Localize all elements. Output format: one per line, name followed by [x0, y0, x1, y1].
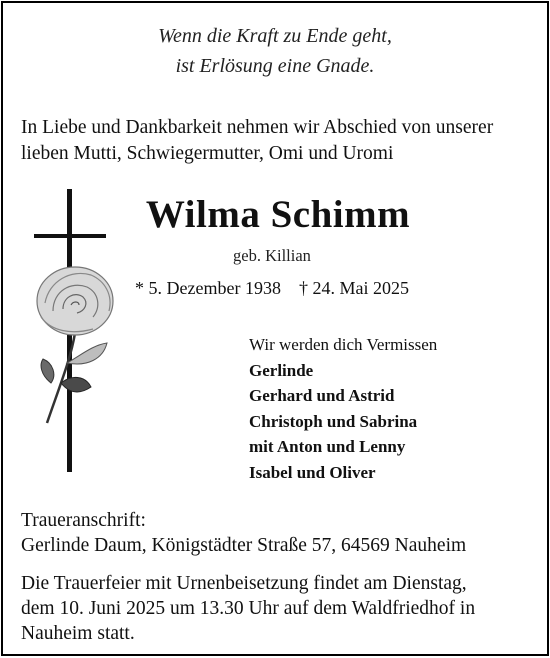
funeral-line-1: Die Trauerfeier mit Urnenbeisetzung findet am Dienstag, [21, 573, 467, 594]
address-block [21, 508, 541, 558]
address-text: Gerlinde Daum, Königstädter Straße 57, 64569 Nauheim [21, 535, 467, 556]
mourner: Gerlinde [249, 360, 314, 380]
intro-line-2: lieben Mutti, Schwiegermutter, Omi und Uromi [21, 143, 394, 164]
rose-icon [31, 263, 121, 433]
birth-date: * 5. Dezember 1938 [135, 278, 281, 298]
mourner: Isabel und Oliver [249, 462, 376, 482]
funeral-info [21, 571, 541, 646]
mourners-list [249, 332, 437, 485]
address-label: Traueranschrift: [21, 510, 146, 531]
cross-icon-bar [34, 234, 106, 238]
mourners-intro: Wir werden dich Vermissen [249, 335, 438, 354]
funeral-line-2: dem 10. Juni 2025 um 13.30 Uhr auf dem Waldfriedhof in [21, 598, 476, 619]
obituary-notice [1, 1, 549, 656]
quote-line-2: ist Erlösung eine Gnade. [175, 55, 375, 77]
mourner: Christoph und Sabrina [249, 411, 418, 431]
intro-line-1: In Liebe und Dankbarkeit nehmen wir Abschied von unserer [21, 117, 494, 138]
mourner: Gerhard und Astrid [249, 386, 395, 405]
funeral-line-3: Nauheim statt. [21, 623, 135, 644]
mourner: mit Anton und Lenny [249, 437, 406, 456]
life-dates [135, 278, 409, 299]
death-date: † 24. Mai 2025 [298, 278, 409, 298]
deceased-name: Wilma Schimm [145, 193, 411, 236]
birth-name: geb. Killian [233, 246, 311, 265]
quote-line-1: Wenn die Kraft zu Ende geht, [158, 25, 392, 47]
